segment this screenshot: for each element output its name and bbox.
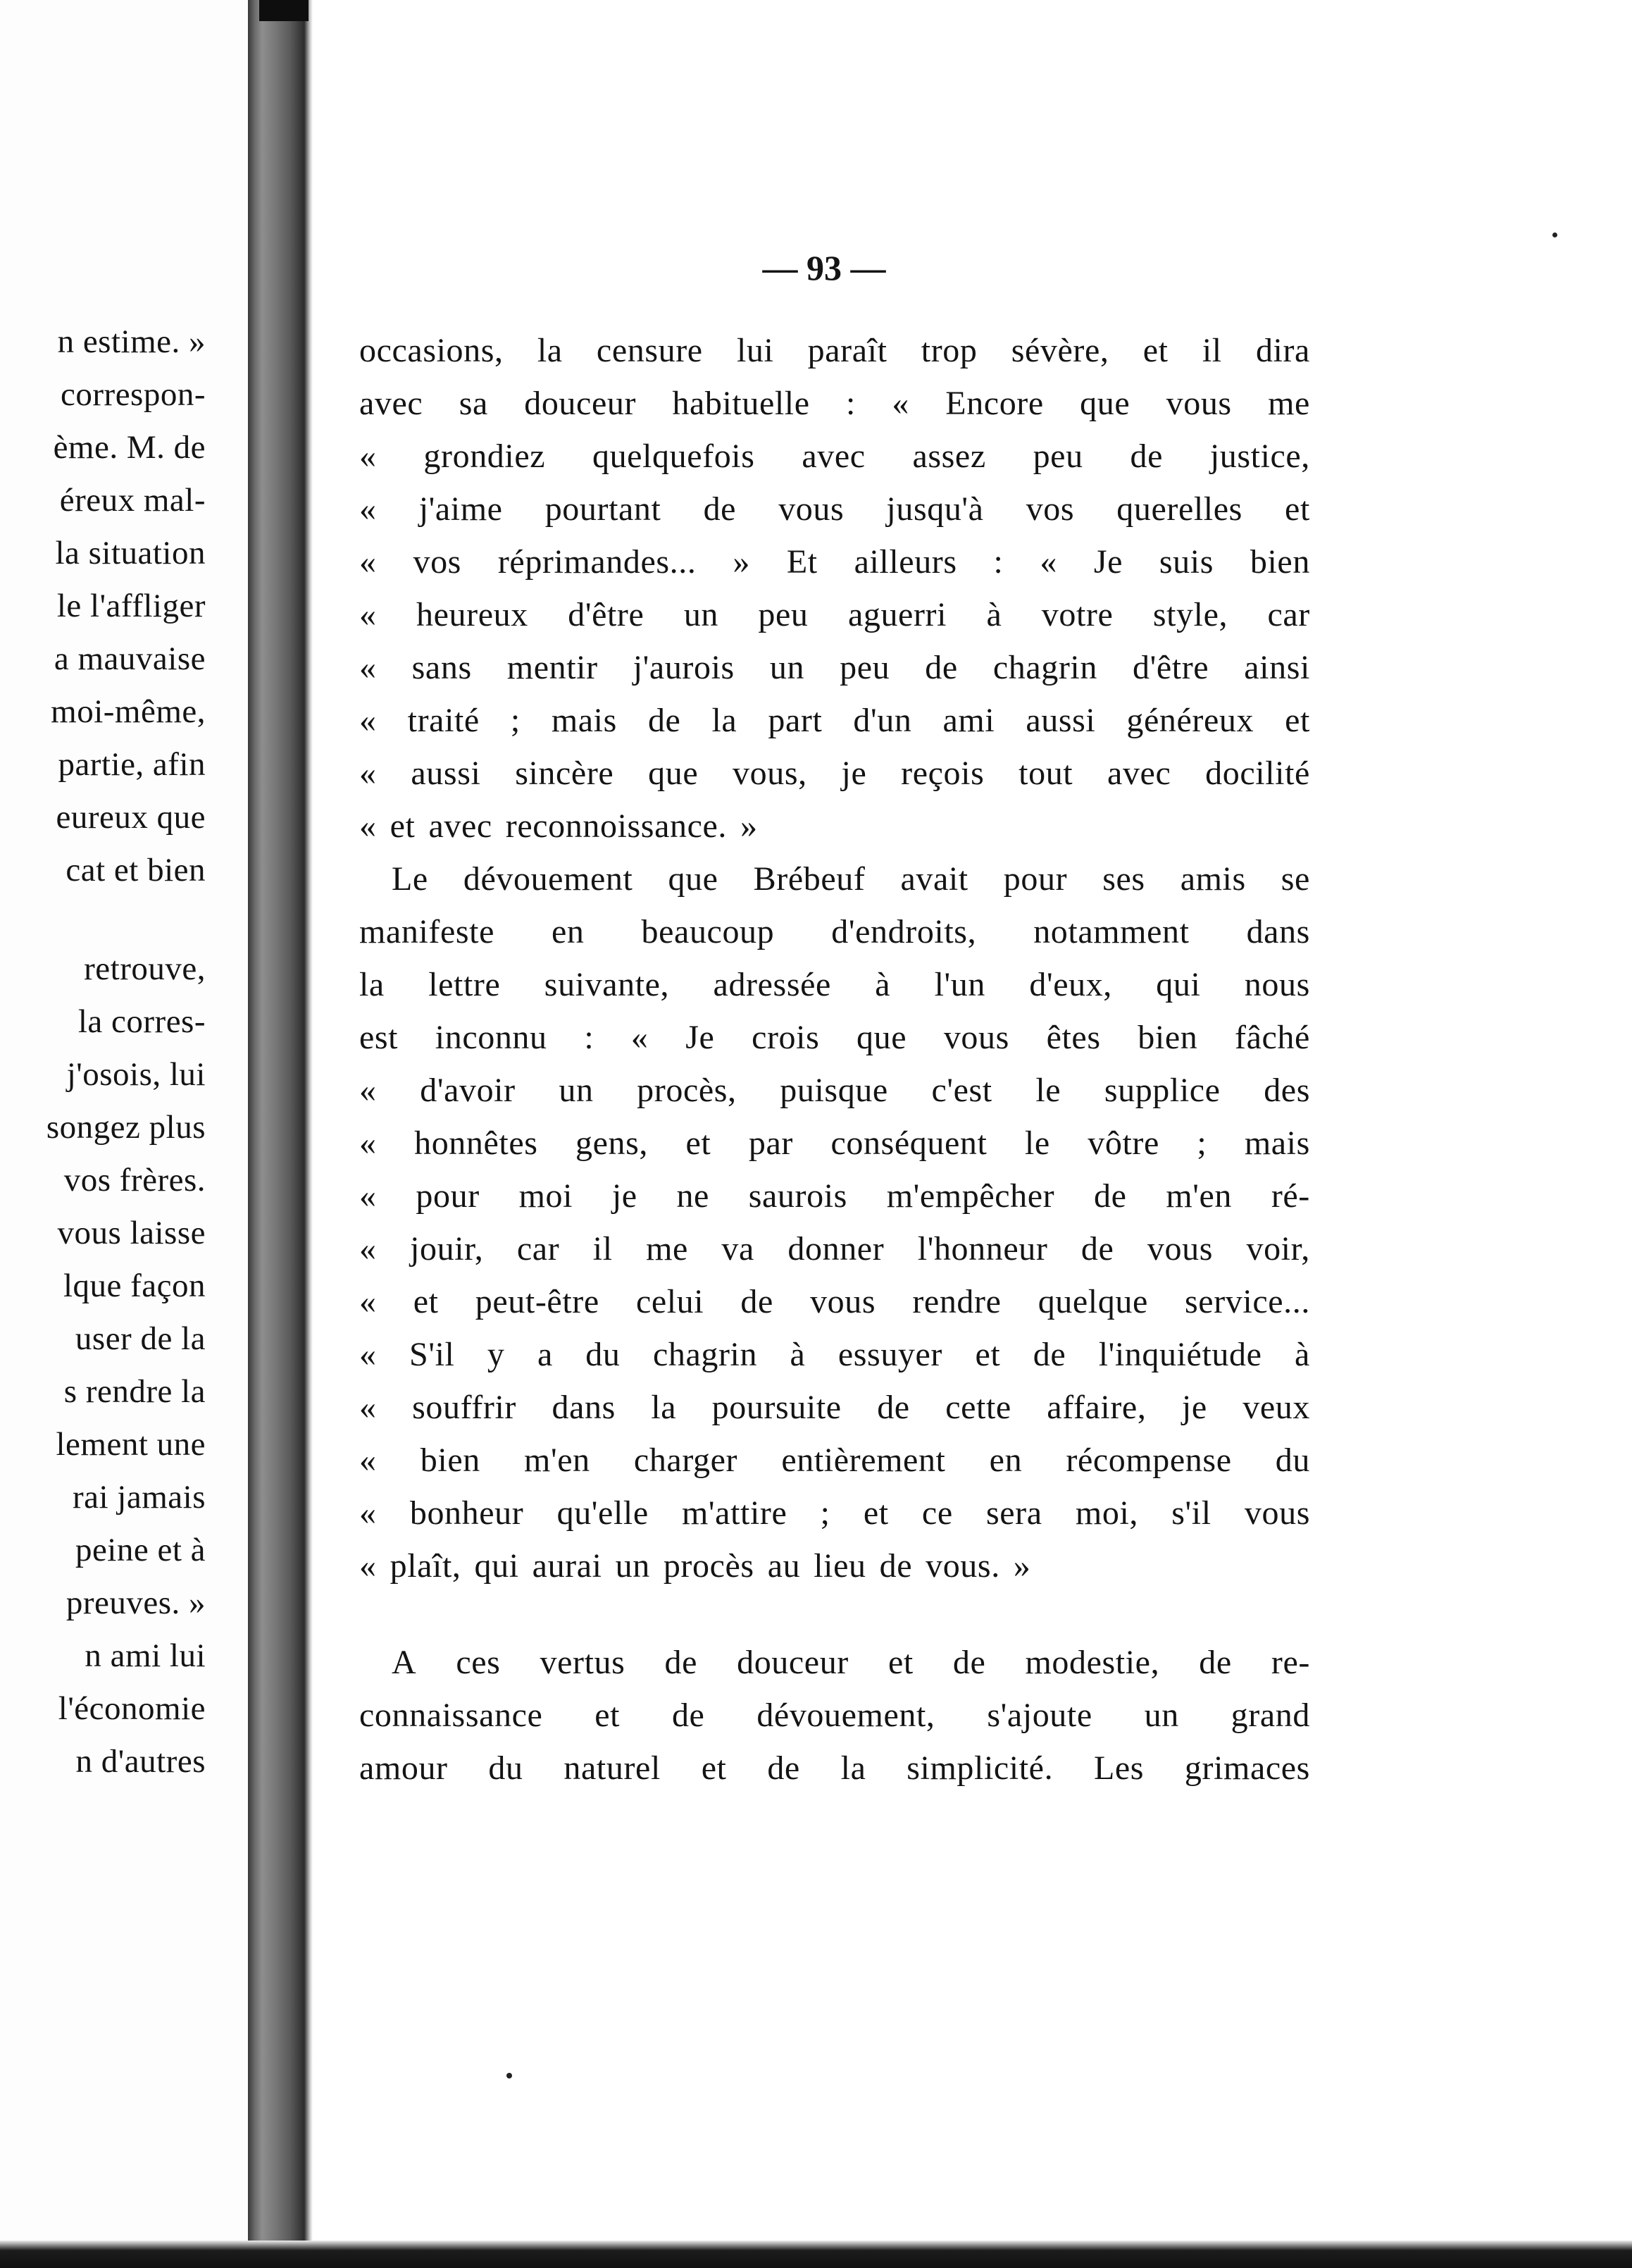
left-text-line: l'économie xyxy=(58,1690,206,1727)
text-line: avec sa douceur habituelle : « Encore que vous me xyxy=(359,385,1310,422)
left-text-line: correspon- xyxy=(61,376,206,413)
left-text-line: peine et à xyxy=(75,1532,206,1568)
left-text-line: preuves. » xyxy=(66,1585,206,1621)
left-text-line: n ami lui xyxy=(85,1637,206,1674)
scan-speck xyxy=(506,2073,512,2078)
left-text-line: cat et bien xyxy=(66,852,206,888)
text-line: est inconnu : « Je crois que vous êtes bien fâché xyxy=(359,1019,1310,1056)
text-line: « S'il y a du chagrin à essuyer et de l'inquiétude à xyxy=(359,1336,1310,1373)
left-text-line: rai jamais xyxy=(72,1479,206,1516)
text-line: « j'aime pourtant de vous jusqu'à vos querelles et xyxy=(359,490,1310,528)
text-line: connaissance et de dévouement, s'ajoute un grand xyxy=(359,1697,1310,1734)
left-text-line: a mauvaise xyxy=(54,640,206,677)
left-text-line: s rendre la xyxy=(63,1373,206,1410)
text-line: « aussi sincère que vous, je reçois tout avec docilité xyxy=(359,755,1310,792)
left-text-line: vos frères. xyxy=(63,1162,206,1198)
text-line: « honnêtes gens, et par conséquent le vôtre ; mais xyxy=(359,1124,1310,1162)
scan-bottom-edge xyxy=(0,2241,1632,2268)
text-line: « bonheur qu'elle m'attire ; et ce sera moi, s'il vous xyxy=(359,1494,1310,1532)
left-text-line: moi-même, xyxy=(51,693,206,730)
text-line: « grondiez quelquefois avec assez peu de justice, xyxy=(359,438,1310,475)
text-line: « sans mentir j'aurois un peu de chagrin d'être ainsi xyxy=(359,649,1310,686)
text-line: « souffrir dans la poursuite de cette affaire, je veux xyxy=(359,1389,1310,1426)
gutter-top-shadow xyxy=(259,0,309,21)
text-line: « d'avoir un procès, puisque c'est le supplice des xyxy=(359,1072,1310,1109)
text-line: A ces vertus de douceur et de modestie, de re- xyxy=(392,1644,1310,1681)
text-line: « pour moi je ne saurois m'empêcher de m'en ré- xyxy=(359,1177,1310,1215)
left-text-line: le l'affliger xyxy=(56,588,206,624)
paragraph-gap xyxy=(359,1592,1310,1636)
left-text-line: lement une xyxy=(56,1426,206,1463)
text-line: « vos réprimandes... » Et ailleurs : « Je suis bien xyxy=(359,543,1310,581)
left-text-line: n d'autres xyxy=(75,1743,206,1780)
text-line: amour du naturel et de la simplicité. Les grimaces xyxy=(359,1749,1310,1787)
left-text-line: la corres- xyxy=(77,1003,206,1040)
left-text-line: partie, afin xyxy=(58,746,206,783)
left-text-line: eureux que xyxy=(56,799,206,836)
page-number: — 93 — xyxy=(762,248,886,287)
left-text-line: n estime. » xyxy=(57,323,206,360)
left-text-line: user de la xyxy=(75,1320,206,1357)
body-text xyxy=(359,324,1310,1795)
left-text-line: vous laisse xyxy=(57,1215,206,1251)
book-gutter-shadow xyxy=(248,0,313,2268)
left-text-line: lque façon xyxy=(63,1268,206,1304)
text-line: « et peut-être celui de vous rendre quelque service... xyxy=(359,1283,1310,1320)
left-text-line: éreux mal- xyxy=(59,482,206,519)
left-text-line: j'osois, lui xyxy=(66,1056,206,1093)
text-line: la lettre suivante, adressée à l'un d'eux, qui nous xyxy=(359,966,1310,1003)
left-page-fragment xyxy=(0,0,248,2268)
left-text-line: ème. M. de xyxy=(53,429,206,466)
left-text-line: songez plus xyxy=(46,1109,206,1146)
text-line: occasions, la censure lui paraît trop sévère, et il dira xyxy=(359,332,1310,369)
text-line: « et avec reconnoissance. » xyxy=(359,807,758,845)
text-line: manifeste en beaucoup d'endroits, notamment dans xyxy=(359,913,1310,950)
text-line: « bien m'en charger entièrement en récompense du xyxy=(359,1442,1310,1479)
text-line: « jouir, car il me va donner l'honneur de vous voir, xyxy=(359,1230,1310,1268)
left-text-line: la situation xyxy=(55,535,206,571)
text-line: « plaît, qui aurai un procès au lieu de vous. » xyxy=(359,1547,1031,1585)
text-line: « traité ; mais de la part d'un ami aussi généreux et xyxy=(359,702,1310,739)
scan-speck xyxy=(1552,233,1557,237)
left-text-line: retrouve, xyxy=(84,950,206,987)
text-line: « heureux d'être un peu aguerri à votre style, car xyxy=(359,596,1310,633)
text-line: Le dévouement que Brébeuf avait pour ses amis se xyxy=(392,860,1310,898)
